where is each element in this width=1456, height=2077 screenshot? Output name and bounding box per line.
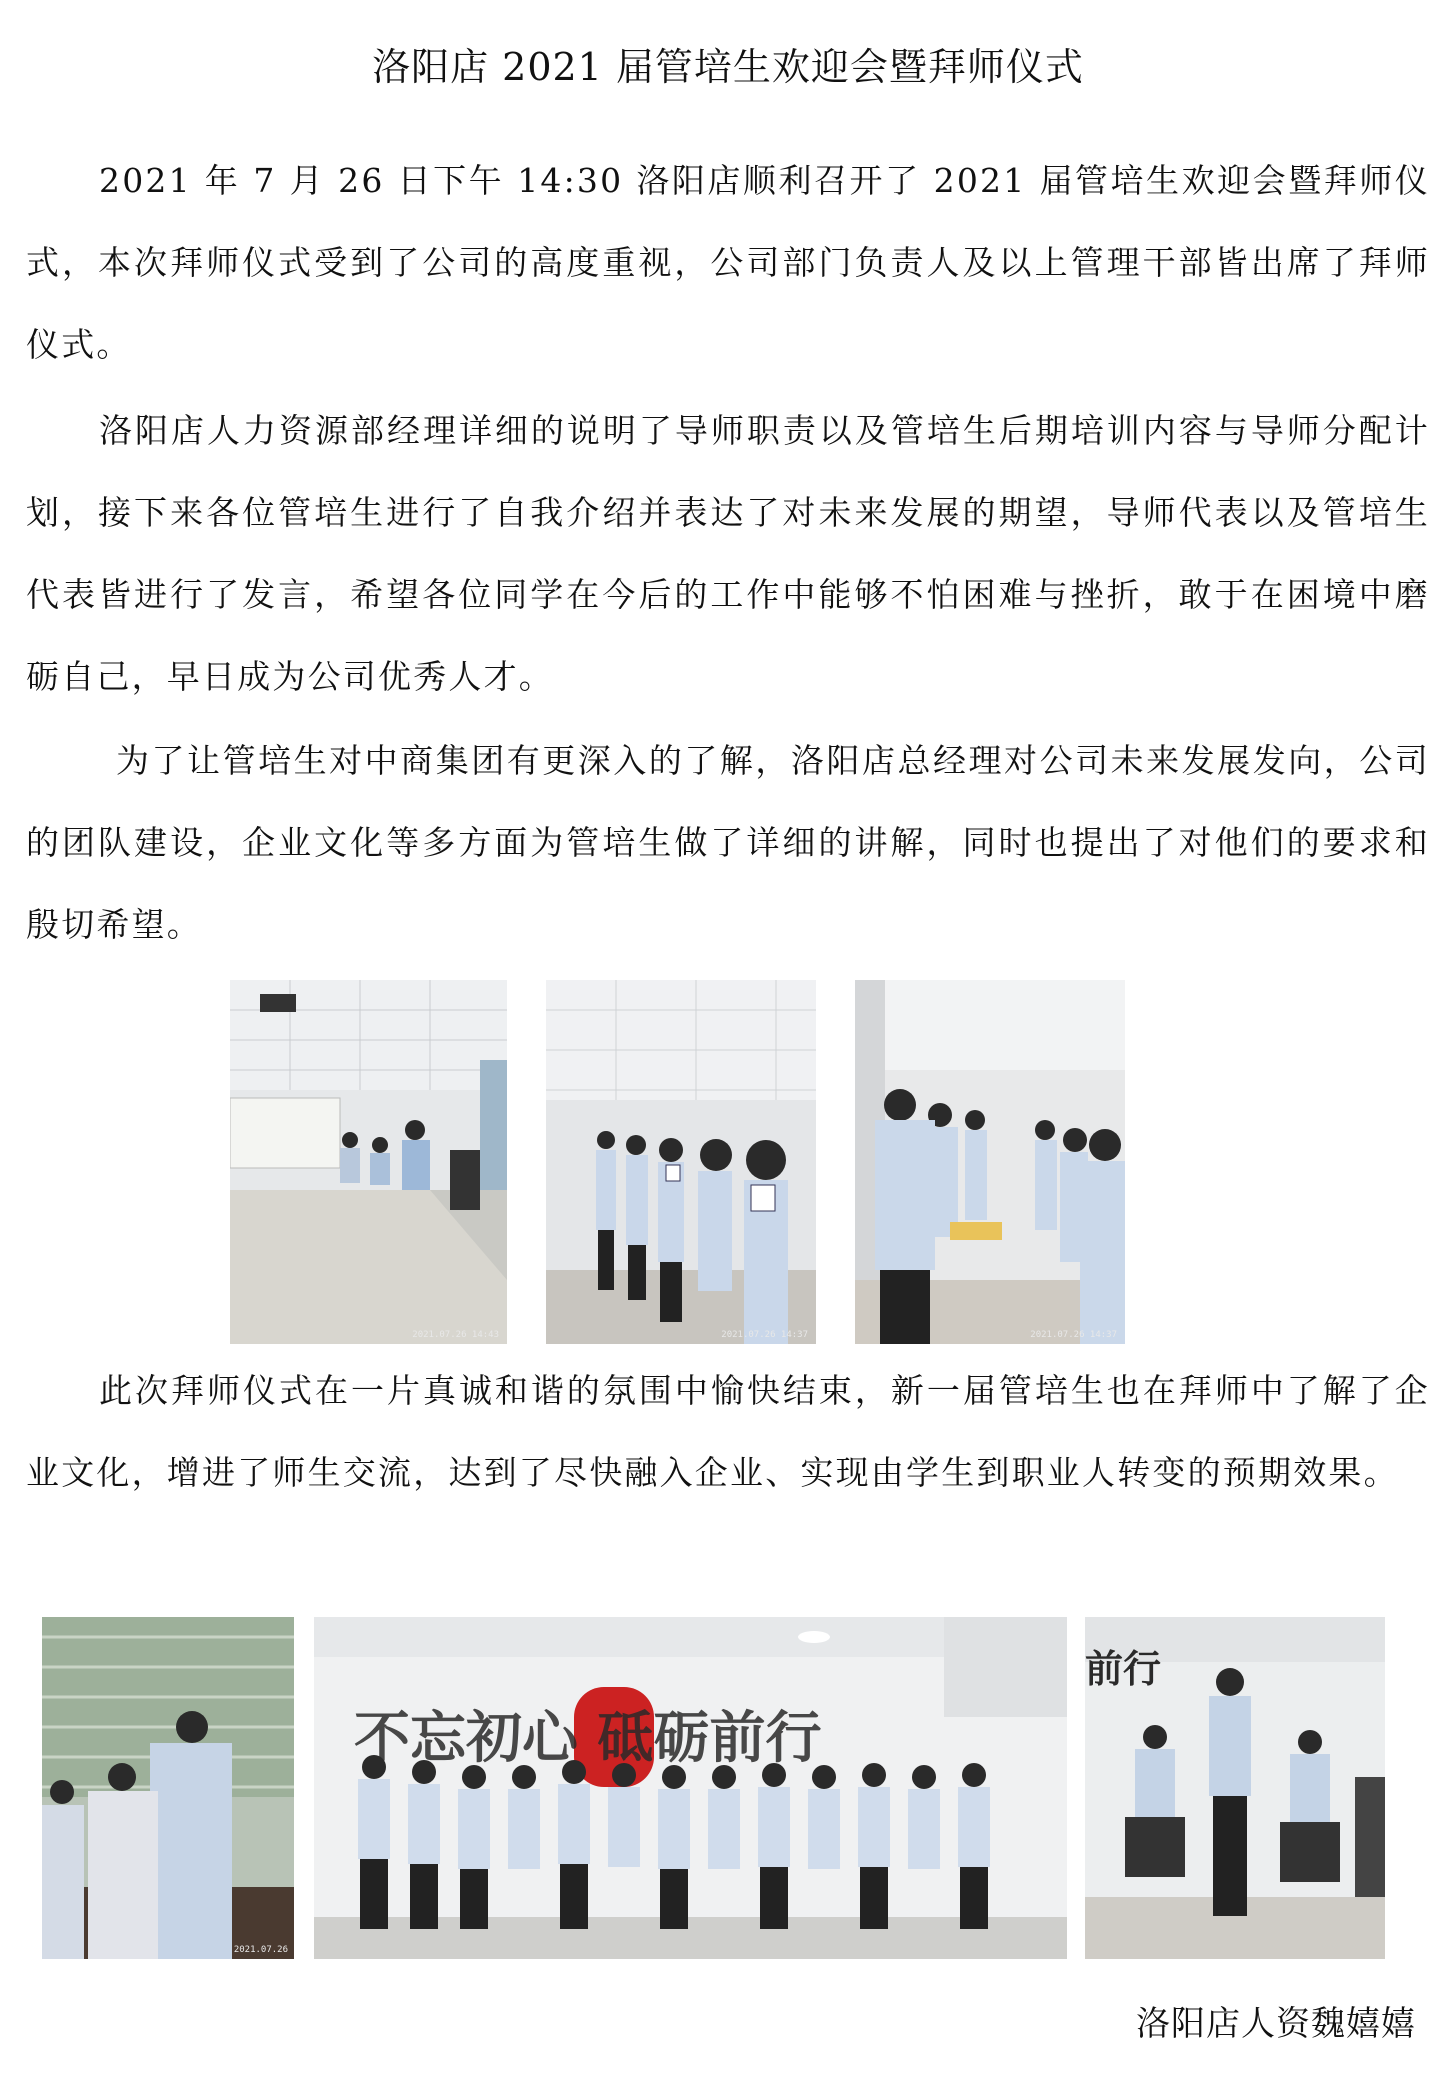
photo-tea-ceremony	[546, 980, 816, 1344]
banner-fragment: 前行	[1085, 1647, 1162, 1691]
photo-gift-exchange	[855, 980, 1125, 1344]
photo-meeting-room	[230, 980, 507, 1344]
photo-timestamp: 2021.07.26 14:37	[1030, 1330, 1117, 1340]
paragraph-3: 为了让管培生对中商集团有更深入的了解，洛阳店总经理对公司未来发展发向，公司的团队建设，企业文化等多方面为管培生做了详细的讲解，同时也提出了对他们的要求和殷切希望。	[26, 741, 1430, 944]
paragraph-1: 2021 年 7 月 26 日下午 14:30 洛阳店顺利召开了 2021 届管培生欢迎会暨拜师仪式，本次拜师仪式受到了公司的高度重视，公司部门负责人及以上管理干部皆出席了拜师仪式。	[26, 161, 1430, 364]
photo-group-banner	[314, 1617, 1067, 1959]
photo-timestamp: 2021.07.26	[233, 1945, 288, 1955]
banner-slogan: 不忘初心 砥砺前行	[354, 1706, 822, 1771]
photo-trainees-standing	[42, 1617, 294, 1959]
page-title: 洛阳店 2021 届管培生欢迎会暨拜师仪式	[372, 45, 1084, 89]
paragraph-2: 洛阳店人力资源部经理详细的说明了导师职责以及管培生后期培训内容与导师分配计划，接下来各位管培生进行了自我介绍并表达了对未来发展的期望，导师代表以及管培生代表皆进行了发言，希望各位同学在今后的工作中能够不怕困难与挫折，敢于在困境中磨砺自己，早日成为公司优秀人才。	[26, 411, 1430, 696]
photo-timestamp: 2021.07.26 14:37	[721, 1330, 808, 1340]
paragraph-4: 此次拜师仪式在一片真诚和谐的氛围中愉快结束，新一届管培生也在拜师中了解了企业文化，增进了师生交流，达到了尽快融入企业、实现由学生到职业人转变的预期效果。	[26, 1371, 1430, 1492]
photo-timestamp: 2021.07.26 14:43	[412, 1330, 499, 1340]
photo-seated-trainees	[1085, 1617, 1385, 1959]
author-signature: 洛阳店人资魏嬉嬉	[1136, 2004, 1416, 2044]
